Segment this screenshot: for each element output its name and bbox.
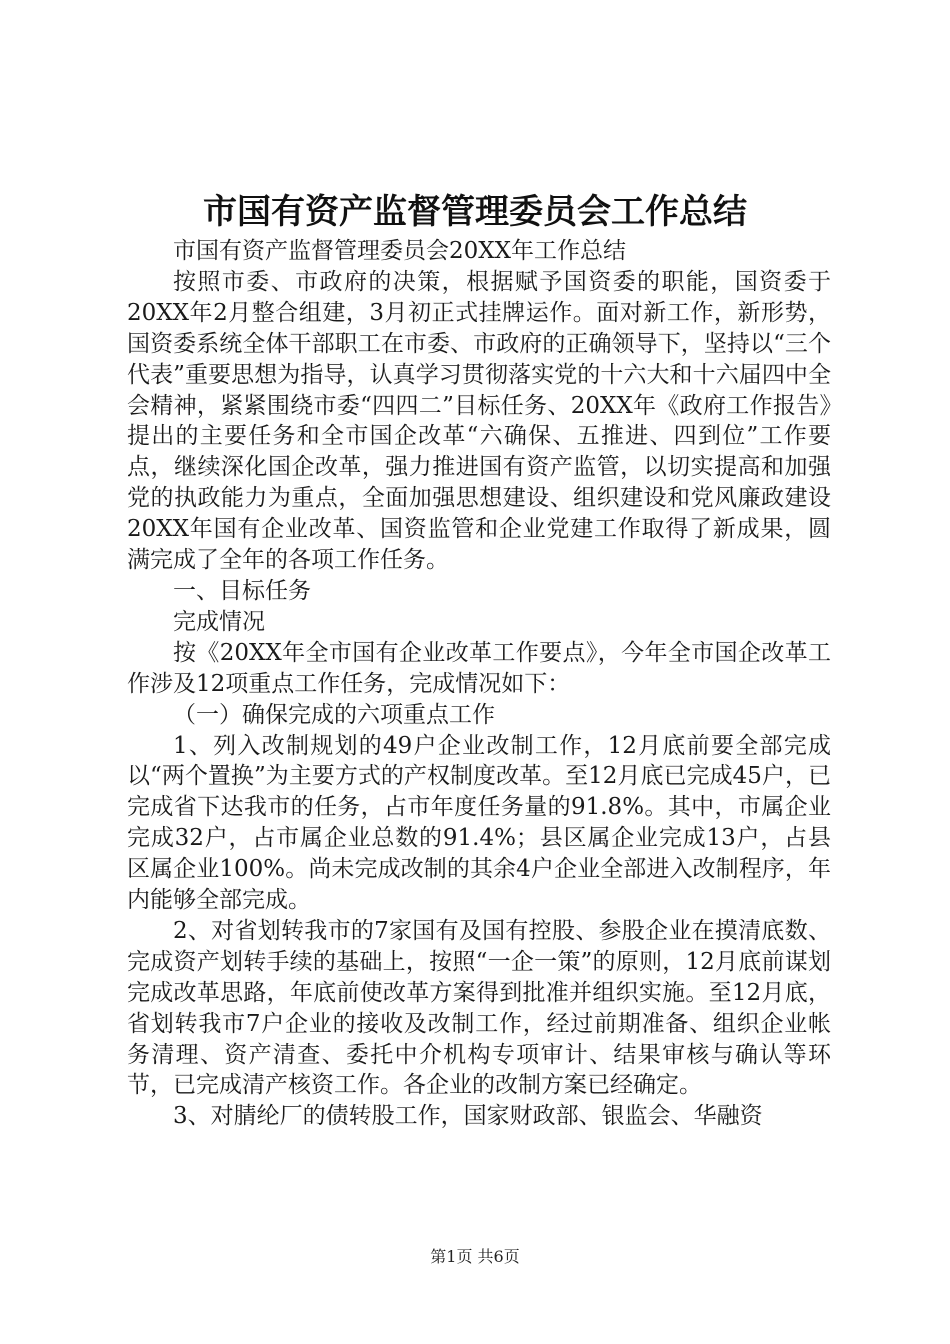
paragraph: 1、列入改制规划的49户企业改制工作，12月底前要全部完成以“两个置换”为主要方式的产权制度改革。至12月底已完成45户，已完成省下达我市的任务，占市年度任务量的91.8%。其中，市属企业完成32户，占市属企业总数的91.4%；县区属企业完成13户，占县区属企业100%。尚未完成改制的其余4户企业全部进入改制程序，年内能够全部完成。 [127, 732, 831, 914]
document-body [127, 236, 831, 1132]
subsection-heading: 完成情况 [173, 608, 265, 635]
document-title: 市国有资产监督管理委员会工作总结 [203, 192, 747, 232]
paragraph-intro: 按照市委、市政府的决策，根据赋予国资委的职能，国资委于20XX年2月整合组建，3月初正式挂牌运作。面对新工作，新形势，国资委系统全体干部职工在市委、市政府的正确领导下，坚持以“三个代表”重要思想为指导，认真学习贯彻落实党的十六大和十六届四中全会精神，紧紧围绕市委“四四二”目标任务、20XX年《政府工作报告》提出的主要任务和全市国企改革“六确保、五推进、四到位”工作要点，继续深化国企改革，强力推进国有资产监管，以切实提高和加强党的执政能力为重点，全面加强思想建设、组织建设和党风廉政建设20XX年国有企业改革、国资监管和企业党建工作取得了新成果，圆满完成了全年的各项工作任务。 [127, 268, 831, 574]
paragraph: 按《20XX年全市国有企业改革工作要点》，今年全市国企改革工作涉及12项重点工作任务，完成情况如下： [127, 639, 831, 697]
paragraph-subtitle: 市国有资产监督管理委员会20XX年工作总结 [173, 238, 627, 264]
subsection-heading: （一）确保完成的六项重点工作 [173, 701, 495, 728]
section-heading: 一、目标任务 [173, 577, 311, 604]
page-footer: 第1页 共6页 [430, 1247, 520, 1266]
paragraph: 2、对省划转我市的7家国有及国有控股、参股企业在摸清底数、完成资产划转手续的基础上，按照“一企一策”的原则，12月底前谋划完成改革思路，年底前使改革方案得到批准并组织实施。至12月底，省划转我市7户企业的接收及改制工作，经过前期准备、组织企业帐务清理、资产清查、委托中介机构专项审计、结果审核与确认等环节，已完成清产核资工作。各企业的改制方案已经确定。 [127, 917, 831, 1099]
paragraph: 3、对腈纶厂的债转股工作，国家财政部、银监会、华融资 [173, 1103, 763, 1130]
